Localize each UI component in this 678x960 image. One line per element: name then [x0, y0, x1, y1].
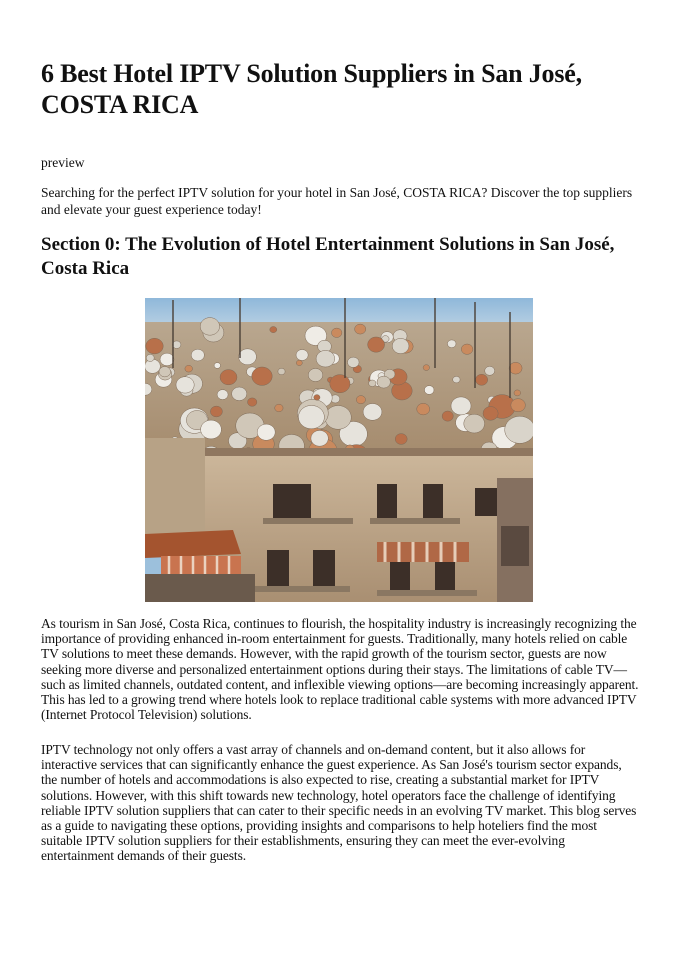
satellite-dish [296, 360, 302, 365]
preview-label: preview [41, 155, 85, 170]
satellite-dish [252, 367, 272, 385]
satellite-dish [417, 403, 430, 415]
satellite-dish [191, 349, 204, 361]
satellite-dish [214, 363, 220, 369]
satellite-dish [145, 359, 160, 373]
satellite-dish [356, 396, 365, 404]
satellite-dish [311, 430, 328, 446]
satellite-dish [447, 340, 456, 348]
satellite-dish [314, 395, 320, 401]
satellite-dish [330, 375, 350, 393]
satellite-dish [505, 416, 533, 443]
satellite-dish [176, 377, 194, 393]
satellite-dish [159, 367, 171, 377]
satellite-dish [232, 387, 247, 401]
satellite-dish [363, 404, 382, 421]
satellite-dish [248, 398, 257, 406]
satellite-dish [509, 362, 522, 374]
satellite-dish [210, 406, 222, 417]
body-paragraph-1: As tourism in San José, Costa Rica, continues to flourish, the hospitality industry is increasingly recognizing the importance of providing enhanced in-room entertainment for guests. Traditionally, many hotels relied on cable TV solutions to meet these demands. However, with the rapid growth of the tourism sector, guests are now seeking more diverse and personalized entertainment options during their stays. The limitations of cable TV—such as limited channels, outdated content, and inflexible viewing options—are becoming increasingly apparent. This has led to a growing trend where hotels look to replace traditional cable systems with more advanced IPTV (Internet Protocol Television) solutions. [41, 616, 639, 723]
satellite-dish [220, 370, 237, 385]
satellite-dish [377, 376, 390, 388]
satellite-dish [239, 349, 257, 365]
satellite-dish [511, 399, 526, 412]
satellite-dish [278, 368, 285, 375]
satellite-dish [332, 328, 342, 337]
satellite-dish [257, 424, 275, 440]
satellite-dish [173, 341, 181, 349]
satellite-dish [275, 404, 283, 412]
intro-paragraph: Searching for the perfect IPTV solution for your hotel in San José, COSTA RICA? Discover the top suppliers and elevate your guest experience today! [41, 185, 633, 217]
satellite-dish [308, 368, 323, 381]
satellite-dish [325, 406, 351, 430]
satellite-dish [464, 414, 485, 433]
rooftop-satellite-dishes-photo [145, 298, 533, 602]
section-heading: Section 0: The Evolution of Hotel Entertainment Solutions in San José, Costa Rica [41, 234, 615, 279]
satellite-dish [514, 390, 521, 396]
satellite-dish [423, 365, 429, 371]
satellite-dish [368, 337, 385, 352]
satellite-dish [296, 350, 308, 361]
satellite-dish [483, 407, 498, 421]
satellite-dish [424, 386, 434, 395]
satellite-dish [461, 344, 473, 354]
satellite-dish [298, 405, 324, 428]
satellite-dish [201, 420, 222, 439]
satellite-dish [369, 380, 376, 387]
satellite-dish [451, 397, 471, 415]
satellite-dish [270, 327, 277, 333]
page-title: 6 Best Hotel IPTV Solution Suppliers in San José, COSTA RICA [41, 59, 582, 119]
satellite-dish [146, 354, 154, 361]
satellite-dish [485, 366, 495, 375]
satellite-dish [146, 338, 163, 354]
satellite-dish [395, 434, 407, 445]
satellite-dish [453, 376, 460, 383]
body-paragraph-2: IPTV technology not only offers a vast array of channels and on-demand content, but it also allows for interactive services that can significantly enhance the guest experience. As San José's tourism sector expands, the number of hotels and accommodations is also expected to rise, creating a substantial market for IPTV solutions. However, with this shift towards new technology, hotel operators face the challenge of identifying reliable IPTV solution suppliers that can cater to their specific needs in an evolving TV market. This blog serves as a guide to navigating these options, providing insights and comparisons to help hoteliers find the most suitable IPTV solution suppliers for their establishments, ensuring they can meet the ever-evolving entertainment demands of their guests. [41, 742, 637, 864]
satellite-dish [355, 324, 366, 334]
satellite-dish [185, 365, 193, 372]
satellite-dish [442, 411, 453, 421]
photo-illustration [145, 298, 533, 602]
satellite-dish [316, 350, 335, 367]
satellite-dish [476, 374, 488, 385]
satellite-dish [217, 390, 228, 400]
satellite-dish [392, 338, 409, 353]
satellite-dish [160, 353, 174, 366]
satellite-dish [348, 357, 360, 367]
satellite-dish [200, 318, 219, 336]
